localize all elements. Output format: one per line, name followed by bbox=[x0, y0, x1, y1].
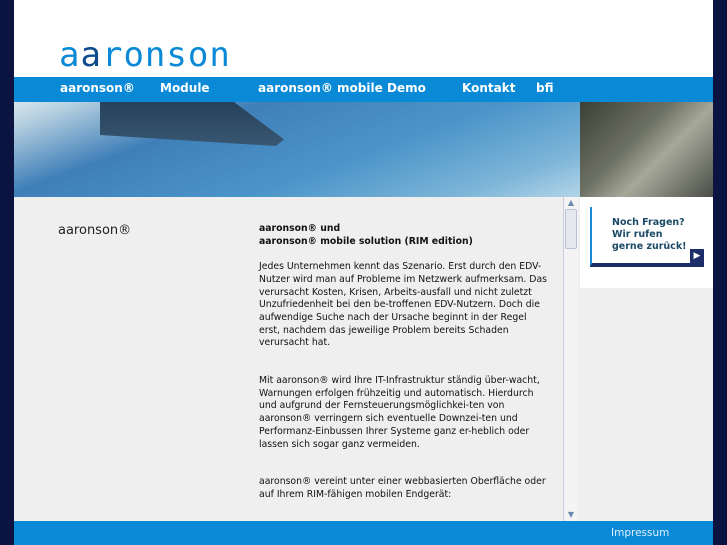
scroll-down-icon[interactable]: ▼ bbox=[567, 510, 575, 519]
article-heading: aaronson® und bbox=[259, 223, 341, 234]
play-arrow-icon: ▶ bbox=[690, 249, 704, 263]
callback-panel bbox=[580, 197, 713, 288]
footer bbox=[14, 521, 713, 545]
article-frame bbox=[250, 197, 578, 521]
banner-image bbox=[14, 102, 580, 197]
logo-letter: a bbox=[80, 35, 102, 75]
callback-text: Noch Fragen? Wir rufen gerne zurück! bbox=[612, 217, 687, 252]
article-text bbox=[259, 223, 549, 514]
content-area bbox=[14, 197, 713, 521]
airplane-wing bbox=[84, 102, 284, 157]
side-photo bbox=[580, 102, 713, 197]
logo-letter: a bbox=[59, 35, 81, 75]
aaronson-logo[interactable] bbox=[59, 35, 231, 75]
nav-bfi[interactable]: bfi bbox=[536, 81, 554, 95]
article-paragraph: Mit aaronson® wird Ihre IT-Infrastruktur ständig über-wacht, Warnungen erfolgen frühzeitig und automatisch. Hierdurch und aufgrund der Fernsteuerungsmöglichkei-ten von aaronson® verringern sich eventuelle Downzei-ten und Performanz-Einbussen Ihrer Systeme ganz er-heblich oder lassen sich sogar ganz vermeiden. bbox=[259, 375, 540, 450]
nav-demo[interactable]: Demo bbox=[387, 81, 426, 95]
impressum-link[interactable]: Impressum bbox=[611, 527, 670, 539]
main-nav bbox=[14, 77, 713, 102]
scroll-thumb[interactable] bbox=[565, 209, 577, 249]
section-title: aaronson® bbox=[58, 223, 132, 238]
page-frame bbox=[14, 0, 713, 545]
scroll-up-icon[interactable]: ▲ bbox=[567, 198, 575, 207]
nav-kontakt[interactable]: Kontakt bbox=[462, 81, 516, 95]
article-paragraph: aaronson® vereint unter einer webbasierten Oberfläche oder auf Ihrem RIM-fähigen mobilen Endgerät: bbox=[259, 476, 546, 500]
scrollbar[interactable] bbox=[563, 197, 578, 521]
nav-module[interactable]: Module bbox=[160, 81, 210, 95]
nav-aaronson-mobile[interactable]: aaronson® mobile bbox=[258, 81, 383, 95]
article-paragraph: Jedes Unternehmen kennt das Szenario. Erst durch den EDV-Nutzer wird man auf Probleme im Netzwerk aufmerksam. Das verursacht Kosten, Krisen, Arbeits-ausfall und nicht zuletzt Unzufriedenheit bei den be-troffenen EDV-Nutzern. Doch die aufwendige Suche nach der Ursache beginnt in der Regel erst, nachdem das jeweilige Problem bereits Schaden verursacht hat. bbox=[259, 261, 548, 349]
article-subheading: aaronson® mobile solution (RIM edition) bbox=[259, 235, 473, 247]
callback-button[interactable] bbox=[590, 207, 704, 267]
nav-aaronson[interactable]: aaronson® bbox=[60, 81, 135, 95]
logo-text: ronson bbox=[101, 35, 231, 75]
